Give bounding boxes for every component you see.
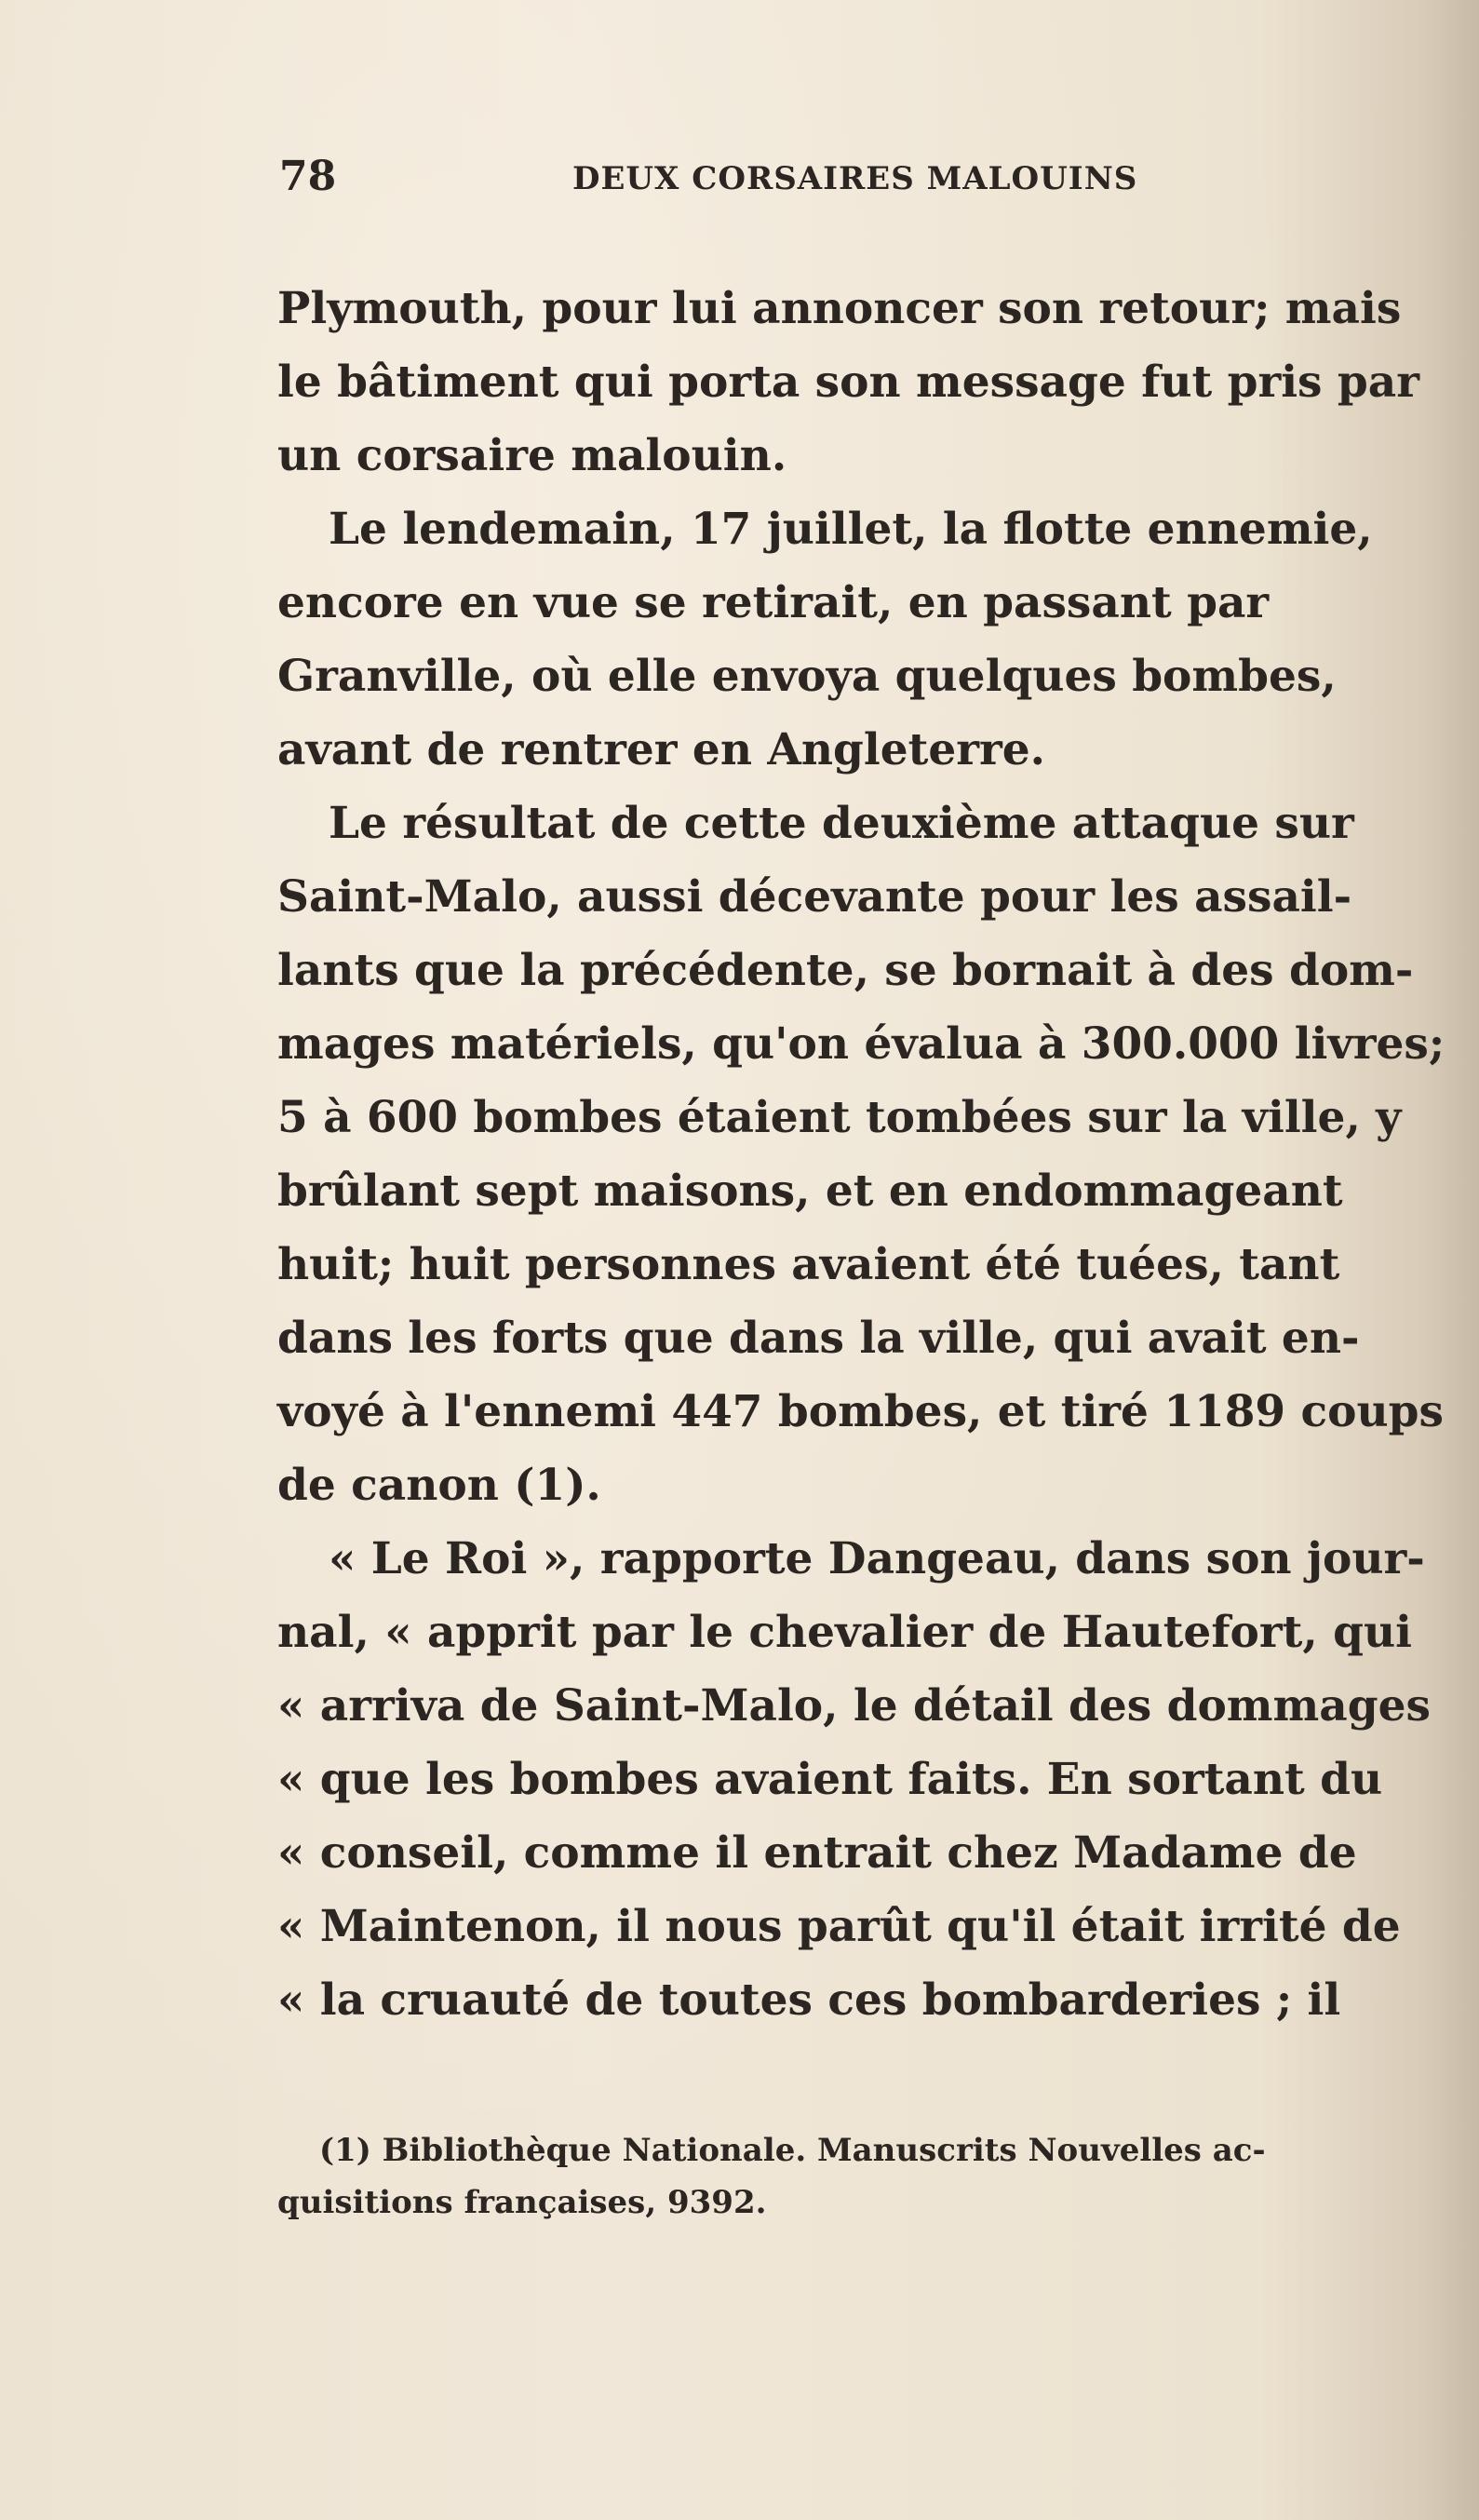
- text-line: Plymouth, pour lui annoncer son retour; mais: [277, 283, 1402, 334]
- footnote-line: quisitions françaises, 9392.: [277, 2184, 767, 2221]
- footnote-gap: [277, 2037, 1452, 2124]
- text-line: voyé à l'ennemi 447 bombes, et tiré 1189 coups: [277, 1386, 1444, 1437]
- text-line: « conseil, comme il entrait chez Madame de: [277, 1827, 1357, 1879]
- text-line: dans les forts que dans la ville, qui avait en-: [277, 1313, 1360, 1364]
- text-line: « arriva de Saint-Malo, le détail des dommages: [277, 1680, 1431, 1732]
- text-line: de canon (1).: [277, 1460, 601, 1511]
- text-line: « que les bombes avaient faits. En sortant du: [277, 1754, 1383, 1805]
- text-line: « Maintenon, il nous parût qu'il était irrité de: [277, 1901, 1401, 1952]
- footnote: [277, 2124, 1452, 2229]
- text-line: nal, « apprit par le chevalier de Hautefort, qui: [277, 1607, 1412, 1658]
- running-head: DEUX CORSAIRES MALOUINS: [572, 160, 1138, 197]
- text-line: Saint-Malo, aussi décevante pour les assail-: [277, 871, 1352, 923]
- text-line: avant de rentrer en Angleterre.: [277, 724, 1046, 775]
- text-line: Le lendemain, 17 juillet, la flotte ennemie,: [329, 504, 1373, 555]
- body-text: [277, 272, 1452, 2229]
- page-number: 78: [279, 153, 337, 200]
- footnote-line: (1) Bibliothèque Nationale. Manuscrits Nouvelles ac-: [319, 2132, 1266, 2169]
- text-line: huit; huit personnes avaient été tuées, tant: [277, 1239, 1340, 1290]
- text-line: « Le Roi », rapporte Dangeau, dans son jour-: [329, 1533, 1425, 1584]
- text-line: Granville, où elle envoya quelques bombes,: [277, 651, 1337, 702]
- text-line: brûlant sept maisons, et en endommageant: [277, 1166, 1343, 1217]
- text-line: lants que la précédente, se bornait à des dom-: [277, 945, 1414, 996]
- page-header: [279, 149, 1210, 205]
- text-line: 5 à 600 bombes étaient tombées sur la ville, y: [277, 1092, 1402, 1143]
- text-line: « la cruauté de toutes ces bombarderies ; il: [277, 1974, 1341, 2026]
- text-line: mages matériels, qu'on évalua à 300.000 livres;: [277, 1018, 1445, 1070]
- text-line: un corsaire malouin.: [277, 430, 787, 481]
- text-line: encore en vue se retirait, en passant par: [277, 577, 1270, 628]
- text-line: Le résultat de cette deuxième attaque sur: [329, 798, 1354, 849]
- text-line: le bâtiment qui porta son message fut pris par: [277, 357, 1419, 408]
